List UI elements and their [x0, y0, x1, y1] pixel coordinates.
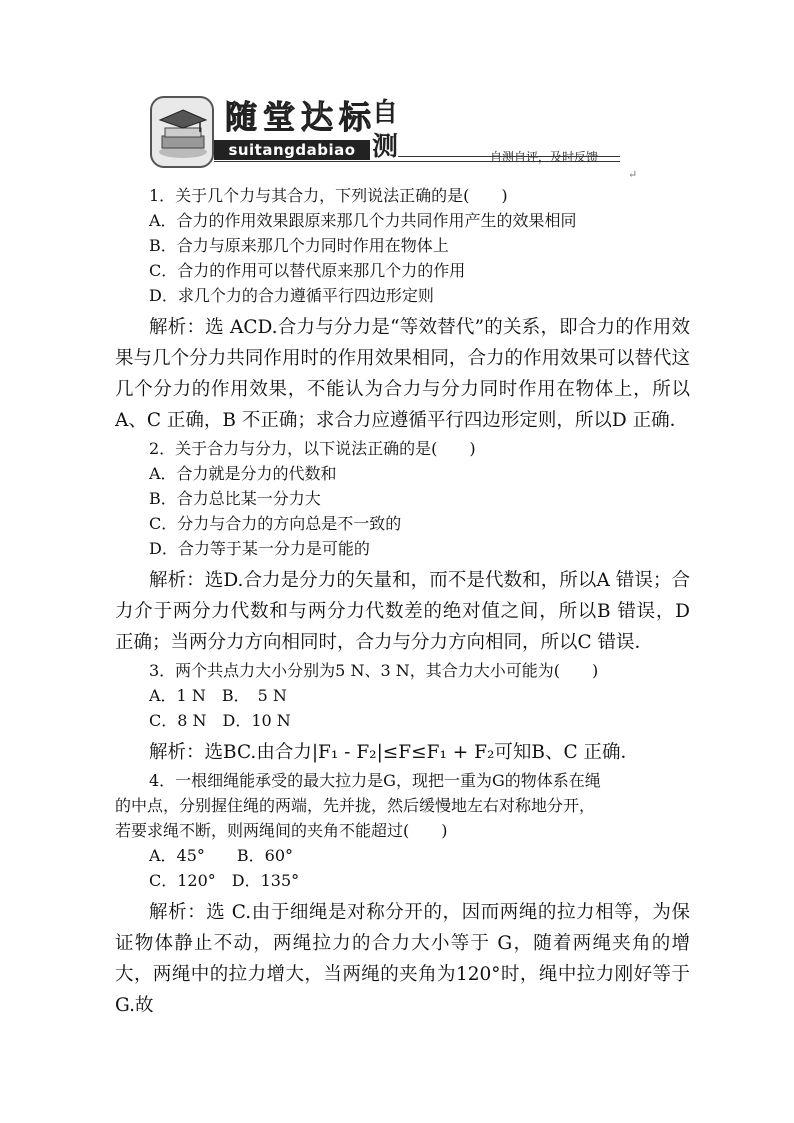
question-stem: 1．关于几个力与其合力，下列说法正确的是( )	[149, 186, 508, 205]
question-stem-line: 4．一根细绳能承受的最大拉力是G，现把一重为G的物体系在绳	[149, 771, 601, 790]
book-stack-icon	[150, 96, 214, 168]
return-mark-icon: ↵	[628, 168, 638, 181]
question-option: C．8 N D．10 N	[149, 711, 291, 730]
banner-divider	[214, 161, 620, 162]
banner-char: 达	[300, 98, 333, 136]
banner-tagline: 自测自评，及时反馈	[490, 150, 599, 164]
question-option: B．合力与原来那几个力同时作用在物体上	[149, 236, 449, 255]
side-char: 自	[372, 98, 399, 128]
question-option: A．合力就是分力的代数和	[149, 464, 337, 483]
analysis-text: 解析：选 ACD.合力与分力是“等效替代”的关系，即合力的作用效果与几个分力共同作用时的作用效果相同，合力的作用效果可以替代这几个分力的作用效果，不能认为合力与分力同时作用在物体上，所以A、C 正确，B 不正确；求合力应遵循平行四边形定则，所以D 正确．	[115, 317, 690, 431]
question-option: A．45° B．60°	[149, 846, 294, 865]
question-stem-line: 的中点，分别握住绳的两端，先并拢，然后缓慢地左右对称地分开，	[115, 796, 596, 815]
question-option: A．合力的作用效果跟原来那几个力共同作用产生的效果相同	[149, 211, 577, 230]
question-option: C．分力与合力的方向总是不一致的	[149, 514, 402, 533]
banner-side-text	[372, 96, 398, 164]
question-stem: 2．关于合力与分力，以下说法正确的是( )	[149, 439, 476, 458]
banner-pinyin: suitangdabiao	[214, 140, 370, 160]
question-option: C．合力的作用可以替代原来那几个力的作用	[149, 261, 466, 280]
analysis-text: 解析：选BC.由合力|F₁ - F₂|≤F≤F₁ + F₂可知B、C 正确．	[149, 742, 640, 763]
header-banner	[150, 96, 620, 171]
question-option: D．合力等于某一分力是可能的	[149, 539, 370, 558]
question-option: B．合力总比某一分力大	[149, 489, 321, 508]
question-option: A．1 N B． 5 N	[149, 686, 287, 705]
analysis-text: 解析：选 C.由于细绳是对称分开的，因而两绳的拉力相等，为保证物体静止不动，两绳拉力的合力大小等于 G，随着两绳夹角的增大，两绳中的拉力增大，当两绳的夹角为120°时，绳中拉力刚好等于G.故	[115, 902, 690, 1016]
banner-title	[224, 98, 372, 138]
question-option: D．求几个力的合力遵循平行四边形定则	[149, 286, 434, 305]
side-char: 测	[372, 132, 399, 162]
exercise-content	[115, 183, 690, 1021]
question-stem-line: 若要求绳不断，则两绳间的夹角不能超过( )	[115, 821, 448, 840]
banner-char: 随	[224, 98, 257, 136]
banner-char: 标	[338, 98, 371, 136]
question-stem: 3．两个共点力大小分别为5 N、3 N，其合力大小可能为( )	[149, 661, 599, 680]
banner-char: 堂	[262, 98, 295, 136]
question-option: C．120° D．135°	[149, 871, 300, 890]
analysis-text: 解析：选D.合力是分力的矢量和，而不是代数和，所以A 错误；合力介于两分力代数和与两分力代数差的绝对值之间，所以B 错误，D 正确；当两分力方向相同时，合力与分力方向相同，所以C 错误．	[115, 570, 690, 653]
banner-divider	[398, 156, 620, 157]
